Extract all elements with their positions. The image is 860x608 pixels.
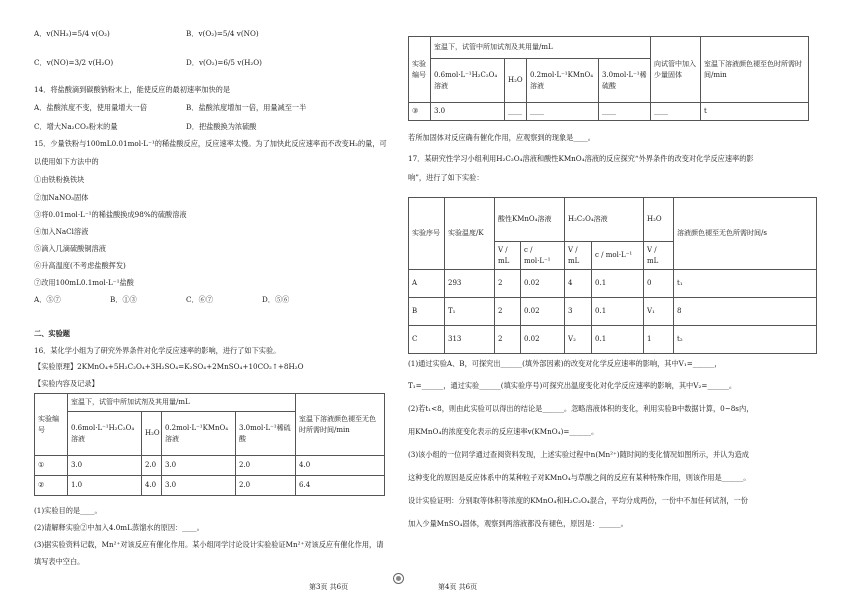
table-cell: 3	[565, 298, 592, 326]
answer-blank[interactable]: ____	[527, 103, 599, 121]
table-row	[409, 326, 817, 354]
q16-part1: (1)实验目的是____。	[34, 506, 102, 515]
q16-stem: 16．某化学小组为了研究外界条件对化学反应速率的影响，进行了如下实验。	[34, 346, 281, 355]
table-cell: 2	[495, 270, 521, 298]
q17-header-temp: 实验温度/K	[445, 198, 495, 270]
subheader-volume: V / mL	[565, 242, 592, 270]
section-heading: 二、实验题	[34, 329, 70, 338]
table-cell: 0.1	[592, 270, 644, 298]
t3-header-time: 室温下溶液颜色褪至色时所需时间/min	[701, 37, 809, 103]
q17-header-time: 溶液颜色褪至无色所需时间/s	[674, 198, 817, 270]
table-cell: 3.0	[162, 476, 236, 496]
table-row	[409, 270, 817, 298]
q16-record-label: 【实验内容及记录】	[34, 379, 99, 388]
q13-option-d: D．v(O₂)=6/5 v(H₂O)	[186, 58, 262, 67]
page-number-right: 第4页 共6页	[438, 583, 478, 591]
q17-part3-line3: 设计实验证明：分别取等体积等浓度的KMnO₄和H₂C₂O₄混合，平均分成两份，一份中不加任何试剂，一份	[408, 496, 748, 505]
table-cell: C	[409, 326, 445, 354]
q15-item-1: ①由铁粉换铁块	[34, 175, 85, 184]
subheader-volume: V / mL	[644, 242, 674, 270]
q17-part3-line4: 加入少量MnSO₄固体，观察到两溶液都没有褪色，原因是：______。	[408, 519, 628, 528]
table-cell: 2.0	[236, 456, 296, 476]
table-cell: 1	[644, 326, 674, 354]
table-row	[409, 298, 817, 326]
table-cell: 2	[495, 326, 521, 354]
q16-header-kmno4: 0.2mol·L⁻¹KMnO₄溶液	[162, 412, 236, 456]
table-cell: 1.0	[68, 476, 142, 496]
after-table-text: 若所加固体对反应确有催化作用，应观察到的现象是____。	[408, 133, 595, 142]
table-cell: B	[409, 298, 445, 326]
answer-blank[interactable]: ____	[505, 103, 527, 121]
q17-part2-line1: (2)若t₁<8，则由此实验可以得出的结论是______。忽略溶液体积的变化，利用实验B中数据计算，0~8s内，	[408, 404, 754, 413]
q14-stem: 14．将盐酸滴到碳酸钠粉末上，能使反应的最初速率加快的是	[34, 85, 231, 94]
table-cell: 3.0	[431, 103, 505, 121]
table-cell: 2	[495, 298, 521, 326]
table-cell: 3.0	[68, 456, 142, 476]
table-cell: 8	[674, 298, 817, 326]
table-cell: 2.0	[142, 456, 162, 476]
left-page	[34, 0, 396, 608]
q17-table	[408, 197, 817, 354]
answer-blank[interactable]: ____	[651, 103, 701, 121]
t3-header-h2o: H₂O	[505, 59, 527, 103]
q17-stem-line1: 17．某研究性学习小组利用H₂C₂O₄溶液和酸性KMnO₄溶液的反应探究“外界条件的改变对化学反应速率的影	[408, 154, 754, 163]
q17-part3-line2: 这种变化的原因是反应体系中的某种粒子对KMnO₄与草酸之间的反应有某种特殊作用，则该作用是______。	[408, 473, 751, 482]
q16-header-group: 室温下，试管中所加试剂及其用量/mL	[68, 394, 296, 412]
q16-part3-line2: 填写表中空白。	[34, 557, 85, 566]
table-cell: 313	[445, 326, 495, 354]
t3-header-kmno4: 0.2mol·L⁻¹KMnO₄溶液	[527, 59, 599, 103]
table-cell: A	[409, 270, 445, 298]
q17-part1-line2: T₁=______，通过实验______(填实验序号)可探究出温度变化对化学反应速率的影响，其中V₂=______。	[408, 381, 737, 390]
page-number-left: 第3页 共6页	[309, 583, 349, 591]
q16-table	[34, 393, 385, 496]
q13-option-b: B．v(O₂)=5/4 v(NO)	[186, 29, 259, 38]
t3-header-group: 室温下，试管中所加试剂及其用量/mL	[431, 37, 651, 59]
q16-header-h2so4: 3.0mol·L⁻¹稀硫酸	[236, 412, 296, 456]
table-cell: t₁	[674, 270, 817, 298]
q14-option-a: A．盐酸浓度不变，使用量增大一倍	[34, 103, 148, 112]
q17-header-h2o: H₂O	[644, 198, 674, 242]
table-row	[35, 476, 385, 496]
q15-option-a: A．⑤⑦	[34, 295, 61, 304]
q13-option-a: A．v(NH₃)=5/4 v(O₂)	[34, 29, 110, 38]
q15-stem-line2: 以使用如下方法中的	[34, 157, 99, 166]
q16-header-time: 室温下溶液颜色褪至无色时所需时间/min	[296, 394, 385, 456]
q17-part3-line1: (3)该小组的一位同学通过查阅资料发现，上述实验过程中n(Mn²⁺)随时间的变化情况如图所示，并认为造成	[408, 450, 749, 459]
answer-blank[interactable]: ____	[599, 103, 651, 121]
table-cell: ②	[35, 476, 68, 496]
q16-header-h2c2o4: 0.6mol·L⁻¹H₂C₂O₄溶液	[68, 412, 142, 456]
t3-header-no: 实验编号	[409, 37, 431, 103]
q15-item-3: ③将0.01mol·L⁻¹的稀盐酸换成98%的硫酸溶液	[34, 210, 187, 219]
table-row	[35, 456, 385, 476]
q16-header-no: 实验编号	[35, 394, 68, 456]
table-cell: 3.0	[162, 456, 236, 476]
table-cell: 4.0	[296, 456, 385, 476]
table-cell: 6.4	[296, 476, 385, 496]
table-cell: 0.1	[592, 326, 644, 354]
table-cell: ①	[35, 456, 68, 476]
q17-stem-line2: 响”，进行了如下实验：	[408, 173, 484, 182]
table-cell: 4.0	[142, 476, 162, 496]
table-cell: 0.02	[521, 298, 565, 326]
q15-stem-line1: 15．少量铁粉与100mL0.01mol·L⁻¹的稀盐酸反应，反应速率太慢。为了加快此反应速率而不改变H₂的量，可	[34, 139, 387, 148]
q16-table-continued	[408, 36, 809, 121]
table-row	[409, 103, 809, 121]
q15-item-6: ⑥升高温度(不考虑盐酸挥发)	[34, 261, 126, 270]
q16-part3-line1: (3)据实验资料记载，Mn²⁺对该反应有催化作用。某小组同学讨论设计实验验证Mn²⁺对该反应有催化作用，请	[34, 540, 384, 549]
table-cell: 0.1	[592, 298, 644, 326]
q15-option-d: D．⑤⑥	[262, 295, 290, 304]
table-cell: 0	[644, 270, 674, 298]
table-cell: t	[701, 103, 809, 121]
q17-header-h2c2o4: H₂C₂O₄溶液	[565, 198, 644, 242]
table-cell: T₁	[445, 298, 495, 326]
table-cell: 0.02	[521, 270, 565, 298]
q15-item-5: ⑤滴入几滴硫酸铜溶液	[34, 244, 106, 253]
table-cell: 4	[565, 270, 592, 298]
q15-option-c: C．⑥⑦	[186, 295, 214, 304]
table-cell: 0.02	[521, 326, 565, 354]
q16-part2: (2)请解释实验②中加入4.0mL蒸馏水的原因：____。	[34, 523, 204, 532]
q14-option-c: C．增大Na₂CO₃粉末的量	[34, 122, 118, 131]
table-cell: 2.0	[236, 476, 296, 496]
q14-option-b: B．盐酸浓度增加一倍，用量减至一半	[186, 103, 307, 112]
q15-item-7: ⑦改用100mL0.1mol·L⁻¹盐酸	[34, 278, 134, 287]
right-page	[408, 0, 826, 608]
q15-item-4: ④加入NaCl溶液	[34, 227, 89, 236]
q17-part2-line2: 用KMnO₄的浓度变化表示的反应速率v(KMnO₄)=______。	[408, 427, 599, 436]
q16-header-h2o: H₂O	[142, 412, 162, 456]
q15-item-2: ②加NaNO₃固体	[34, 193, 89, 202]
q16-principle: 【实验原理】2KMnO₄+5H₂C₂O₄+3H₂SO₄=K₂SO₄+2MnSO₄+10CO₂↑+8H₂O	[34, 362, 304, 371]
table-cell: 293	[445, 270, 495, 298]
q17-header-kmno4: 酸性KMnO₄溶液	[495, 198, 565, 242]
table-cell: ③	[409, 103, 431, 121]
table-cell: V₂	[565, 326, 592, 354]
subheader-concentration: c / mol·L⁻¹	[592, 242, 644, 270]
t3-header-h2so4: 3.0mol·L⁻¹稀硫酸	[599, 59, 651, 103]
table-cell: t₂	[674, 326, 817, 354]
subheader-concentration: c / mol·L⁻¹	[521, 242, 565, 270]
t3-header-add-solid: 向试管中加入少量固体	[651, 37, 701, 103]
q15-option-b: B．①③	[110, 295, 137, 304]
q17-part1-line1: (1)通过实验A、B，可探究出______(填外部因素)的改变对化学反应速率的影响，其中V₁=______，	[408, 359, 722, 368]
q14-option-d: D．把盐酸换为浓硫酸	[186, 122, 257, 131]
page-divider	[400, 0, 401, 608]
table-cell: V₁	[644, 298, 674, 326]
subheader-volume: V / mL	[495, 242, 521, 270]
t3-header-h2c2o4: 0.6mol·L⁻¹H₂C₂O₄溶液	[431, 59, 505, 103]
q13-option-c: C．v(NO)=3/2 v(H₂O)	[34, 58, 114, 67]
q17-header-no: 实验序号	[409, 198, 445, 270]
